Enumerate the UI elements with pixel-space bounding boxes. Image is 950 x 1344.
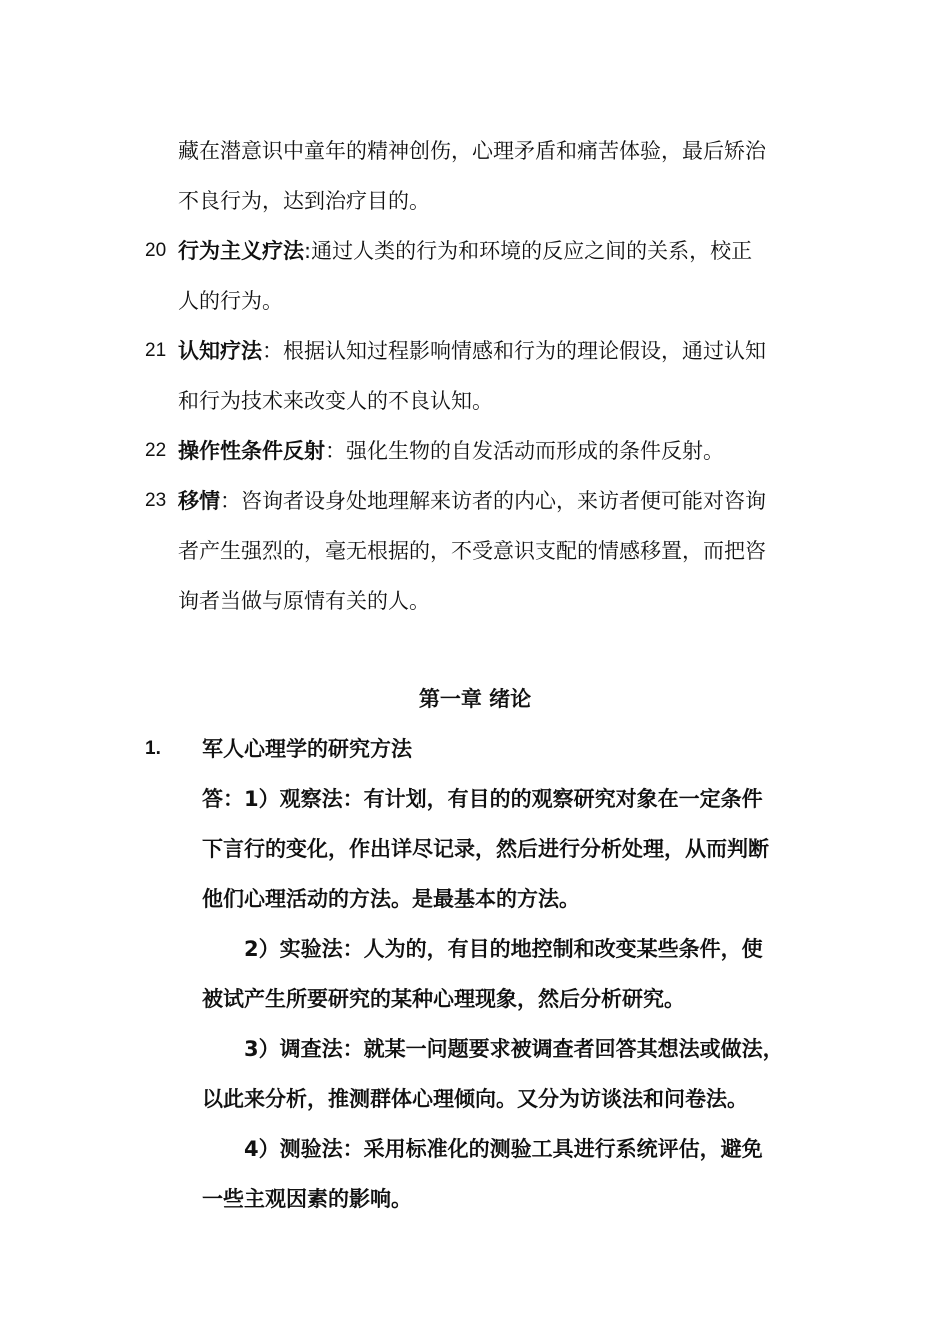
glossary-item-20 xyxy=(178,236,752,266)
answer-line-4: 2）实验法：人为的，有目的地控制和改变某些条件，使 xyxy=(244,937,763,961)
glossary-definition-line: 询者当做与原情有关的人。 xyxy=(178,589,430,613)
chapter-title: 第一章 绪论 xyxy=(418,687,532,711)
glossary-item-number: 22 xyxy=(145,440,167,461)
answer-line-3: 他们心理活动的方法。是最基本的方法。 xyxy=(202,887,580,911)
glossary-term: 认知疗法 xyxy=(178,339,262,363)
answer-line-1: 答：1）观察法：有计划，有目的的观察研究对象在一定条件 xyxy=(202,787,763,811)
glossary-definition-line: 和行为技术来改变人的不良认知。 xyxy=(178,389,493,413)
glossary-item-21 xyxy=(178,336,766,366)
answer-line-2: 下言行的变化，作出详尽记录，然后进行分析处理，从而判断 xyxy=(202,837,769,861)
glossary-definition-line: 强化生物的自发活动而形成的条件反射。 xyxy=(346,439,724,463)
glossary-definition-line: 通过人类的行为和环境的反应之间的关系，校正 xyxy=(311,239,753,263)
glossary-definition-line: 咨询者设身处地理解来访者的内心，来访者便可能对咨询 xyxy=(241,489,766,513)
answer-line-8: 4）测验法：采用标准化的测验工具进行系统评估，避免 xyxy=(244,1137,763,1161)
answer-line-6: 3）调查法：就某一问题要求被调查者回答其想法或做法， xyxy=(244,1037,784,1061)
glossary-definition-line: 根据认知过程影响情感和行为的理论假设，通过认知 xyxy=(283,339,766,363)
glossary-item-number: 20 xyxy=(145,240,167,261)
answer-line-5: 被试产生所要研究的某种心理现象，然后分析研究。 xyxy=(202,987,685,1011)
glossary-separator: ： xyxy=(262,339,283,363)
glossary-item-22 xyxy=(178,436,724,466)
glossary-separator: : xyxy=(304,239,312,263)
glossary-term: 移情 xyxy=(178,489,220,513)
question-number: 1. xyxy=(145,738,161,759)
glossary-definition-line: 人的行为。 xyxy=(178,289,283,313)
glossary-separator: ： xyxy=(325,439,346,463)
glossary-item-number: 21 xyxy=(145,340,167,361)
glossary-separator: ： xyxy=(220,489,241,513)
glossary-item-number: 23 xyxy=(145,490,167,511)
glossary-term: 操作性条件反射 xyxy=(178,439,325,463)
answer-line-9: 一些主观因素的影响。 xyxy=(202,1187,412,1211)
glossary-definition-line: 者产生强烈的，毫无根据的，不受意识支配的情感移置，而把咨 xyxy=(178,539,766,563)
glossary-term: 行为主义疗法 xyxy=(178,239,304,263)
glossary-continuation-line-1: 藏在潜意识中童年的精神创伤，心理矛盾和痛苦体验，最后矫治 xyxy=(178,139,766,163)
glossary-continuation-line-2: 不良行为，达到治疗目的。 xyxy=(178,189,430,213)
answer-line-7: 以此来分析，推测群体心理倾向。又分为访谈法和问卷法。 xyxy=(202,1087,748,1111)
glossary-item-23 xyxy=(178,486,766,516)
question-text: 军人心理学的研究方法 xyxy=(202,737,412,761)
